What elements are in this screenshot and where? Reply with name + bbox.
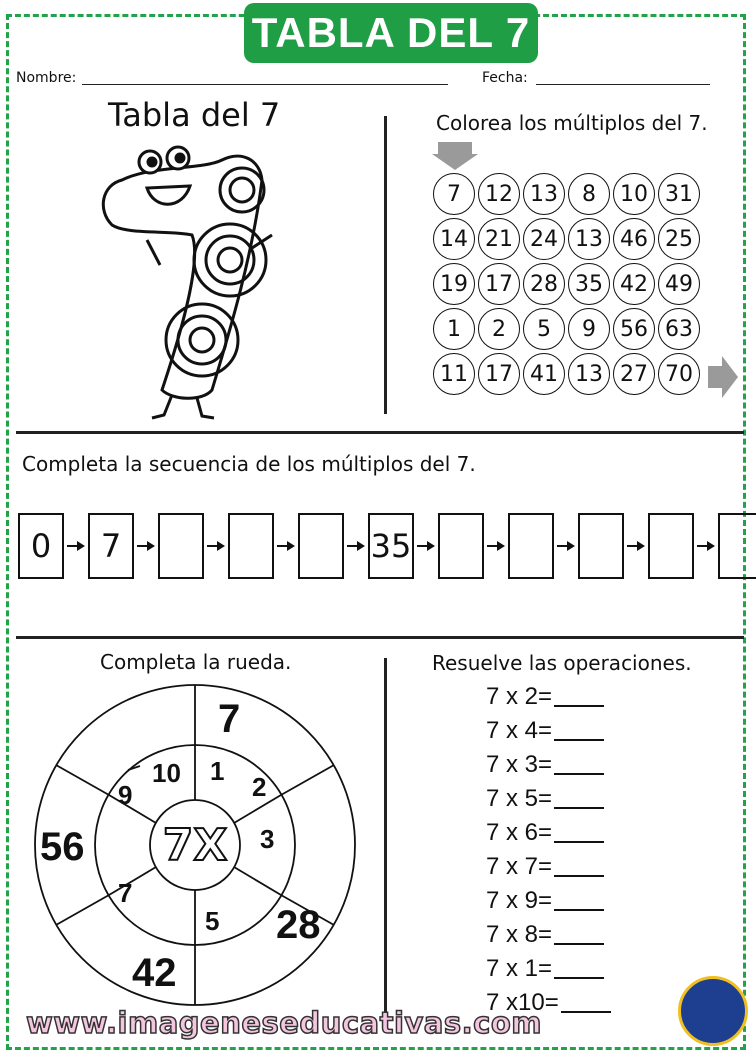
grid-cell[interactable]: 7: [433, 173, 475, 215]
name-label: Nombre:: [16, 70, 77, 86]
sequence-row: [18, 513, 756, 579]
operation-row: [486, 850, 611, 884]
wheel-outer-number: 56: [40, 825, 85, 869]
answer-blank[interactable]: [554, 891, 604, 911]
wheel-inner-number: 7: [118, 878, 133, 908]
wheel-center: 7X: [162, 820, 228, 871]
operation-text: 7 x 8=: [486, 921, 553, 948]
arrow-right-icon: [554, 513, 578, 579]
operation-text: 7 x 4=: [486, 717, 553, 744]
arrow-right-icon: [624, 513, 648, 579]
answer-blank[interactable]: [554, 721, 604, 741]
answer-blank[interactable]: [554, 755, 604, 775]
grid-cell[interactable]: 49: [658, 263, 700, 305]
wheel-outer-number: 28: [276, 903, 321, 947]
grid-cell[interactable]: 10: [613, 173, 655, 215]
grid-cell[interactable]: 13: [568, 218, 610, 260]
sequence-box[interactable]: [508, 513, 554, 579]
answer-blank[interactable]: [554, 857, 604, 877]
wheel-inner-number: 9: [118, 780, 133, 810]
operation-row: [486, 680, 611, 714]
answer-blank[interactable]: [554, 823, 604, 843]
operaciones-heading: Resuelve las operaciones.: [432, 651, 692, 675]
brand-logo: [678, 976, 748, 1046]
operation-row: [486, 884, 611, 918]
operation-row: [486, 714, 611, 748]
operation-row: [486, 816, 611, 850]
grid-cell[interactable]: 70: [658, 353, 700, 395]
sequence-box[interactable]: [298, 513, 344, 579]
grid-cell[interactable]: 46: [613, 218, 655, 260]
grid-cell[interactable]: 14: [433, 218, 475, 260]
colorea-heading: Colorea los múltiplos del 7.: [436, 111, 708, 135]
grid-cell[interactable]: 31: [658, 173, 700, 215]
grid-cell[interactable]: 11: [433, 353, 475, 395]
grid-cell[interactable]: 56: [613, 308, 655, 350]
answer-blank[interactable]: [554, 925, 604, 945]
arrow-right-icon: [64, 513, 88, 579]
seven-character-illustration: [92, 140, 302, 425]
page-title: TABLA DEL 7: [244, 3, 538, 63]
grid-cell[interactable]: 41: [523, 353, 565, 395]
arrow-down-icon: [432, 142, 478, 170]
wheel-inner-number: 3: [260, 824, 275, 854]
operation-text: 7 x 5=: [486, 785, 553, 812]
name-field[interactable]: [82, 84, 448, 85]
operations-list: [486, 680, 611, 1020]
operation-text: 7 x 2=: [486, 683, 553, 710]
grid-cell[interactable]: 1: [433, 308, 475, 350]
multiples-grid: [432, 172, 702, 397]
operation-text: 7 x 6=: [486, 819, 553, 846]
wheel-inner-number: 10: [152, 758, 181, 788]
sequence-box[interactable]: [438, 513, 484, 579]
sequence-box[interactable]: [228, 513, 274, 579]
operation-text: 7 x 9=: [486, 887, 553, 914]
answer-blank[interactable]: [554, 789, 604, 809]
grid-cell[interactable]: 8: [568, 173, 610, 215]
sequence-box[interactable]: 7: [88, 513, 134, 579]
wheel-outer-number: 7: [218, 697, 241, 741]
operation-text: 7 x 3=: [486, 751, 553, 778]
operation-row: [486, 918, 611, 952]
character-heading: Tabla del 7: [108, 96, 281, 134]
wheel-outer-number: 42: [132, 951, 177, 995]
arrow-right-icon: [204, 513, 228, 579]
arrow-right-icon: [484, 513, 508, 579]
grid-cell[interactable]: 9: [568, 308, 610, 350]
grid-cell[interactable]: 21: [478, 218, 520, 260]
grid-cell[interactable]: 17: [478, 353, 520, 395]
website-text: www.imageneseducativas.com: [26, 1006, 542, 1040]
grid-cell[interactable]: 13: [568, 353, 610, 395]
operation-text: 7 x10=: [486, 989, 559, 1016]
sequence-box[interactable]: [718, 513, 756, 579]
wheel-inner-number: 2: [252, 772, 267, 802]
operation-text: 7 x 7=: [486, 853, 553, 880]
grid-cell[interactable]: 63: [658, 308, 700, 350]
grid-cell[interactable]: 5: [523, 308, 565, 350]
grid-cell[interactable]: 35: [568, 263, 610, 305]
grid-cell[interactable]: 2: [478, 308, 520, 350]
divider-h1: [16, 431, 744, 434]
grid-cell[interactable]: 27: [613, 353, 655, 395]
date-field[interactable]: [536, 84, 710, 85]
wheel-inner-number: 5: [205, 906, 220, 936]
grid-cell[interactable]: 24: [523, 218, 565, 260]
divider-h2: [16, 636, 744, 639]
operation-row: [486, 952, 611, 986]
secuencia-heading: Completa la secuencia de los múltiplos del 7.: [22, 452, 476, 476]
answer-blank[interactable]: [554, 687, 604, 707]
sequence-box[interactable]: [648, 513, 694, 579]
date-label: Fecha:: [482, 70, 528, 86]
arrow-right-icon: [414, 513, 438, 579]
grid-cell[interactable]: 12: [478, 173, 520, 215]
rueda-heading: Completa la rueda.: [100, 650, 292, 674]
multiplication-wheel: [20, 680, 370, 1010]
grid-cell[interactable]: 25: [658, 218, 700, 260]
grid-cell[interactable]: 17: [478, 263, 520, 305]
sequence-box[interactable]: 35: [368, 513, 414, 579]
grid-cell[interactable]: 13: [523, 173, 565, 215]
sequence-box[interactable]: [578, 513, 624, 579]
divider-bottom: [384, 658, 387, 1018]
wheel-inner-number: 1: [210, 756, 225, 786]
arrow-right-icon: [274, 513, 298, 579]
operation-row: [486, 748, 611, 782]
arrow-right-icon: [344, 513, 368, 579]
sequence-box[interactable]: [158, 513, 204, 579]
arrow-right-icon: [134, 513, 158, 579]
sequence-box[interactable]: 0: [18, 513, 64, 579]
operation-text: 7 x 1=: [486, 955, 553, 982]
divider-top: [384, 116, 387, 414]
grid-cell[interactable]: 28: [523, 263, 565, 305]
operation-row: [486, 782, 611, 816]
grid-cell[interactable]: 19: [433, 263, 475, 305]
grid-cell[interactable]: 42: [613, 263, 655, 305]
arrow-right-icon: [694, 513, 718, 579]
website-watermark: [26, 1006, 542, 1040]
answer-blank[interactable]: [554, 959, 604, 979]
arrow-right-icon: [708, 356, 738, 398]
answer-blank[interactable]: [561, 993, 611, 1013]
